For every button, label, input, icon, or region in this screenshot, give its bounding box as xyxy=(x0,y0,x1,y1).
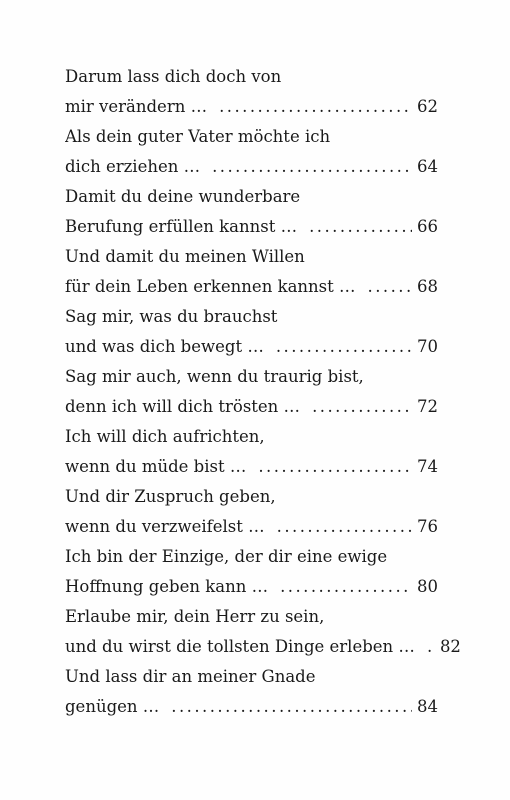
toc-page-number: 62 xyxy=(417,97,438,116)
toc-page-number: 84 xyxy=(417,697,438,716)
toc-entry xyxy=(65,422,438,482)
toc-entry-title-text: Berufung erfüllen kannst … xyxy=(65,217,298,236)
toc-entry xyxy=(65,122,438,182)
dot-leader xyxy=(200,152,412,182)
toc-entry-title-line1: Sag mir auch, wenn du traurig bist, xyxy=(65,367,364,386)
toc-entry xyxy=(65,362,438,422)
toc-page-number: 74 xyxy=(417,457,438,476)
toc-page-number: 80 xyxy=(417,577,438,596)
toc-entry xyxy=(65,302,438,362)
toc-entry-title-line2 xyxy=(65,512,438,542)
toc-entry-title-line1: Ich bin der Einzige, der dir eine ewige xyxy=(65,547,388,566)
dot-leader xyxy=(207,92,412,122)
toc-entry-title-line2 xyxy=(65,632,461,662)
toc-page-number: 64 xyxy=(417,157,438,176)
toc-entry-title-line1: Erlaube mir, dein Herr zu sein, xyxy=(65,607,325,626)
dot-leader xyxy=(300,392,412,422)
dot-leader xyxy=(415,632,435,662)
toc-entry-title-text: mir verändern … xyxy=(65,97,208,116)
toc-entry-title-line2 xyxy=(65,92,438,122)
dot-leader xyxy=(265,512,412,542)
toc-entry xyxy=(65,62,438,122)
toc-entry-title-line1: Ich will dich aufrichten, xyxy=(65,427,265,446)
toc-entry-title-line2 xyxy=(65,572,438,602)
toc-entry-title-line1: Und dir Zuspruch geben, xyxy=(65,487,276,506)
toc-entry-title-line2 xyxy=(65,452,438,482)
toc-entry-title-line2 xyxy=(65,332,438,362)
toc-entry-title-line2 xyxy=(65,692,438,722)
dot-leader xyxy=(297,212,412,242)
toc-page-number: 76 xyxy=(417,517,438,536)
dot-leader xyxy=(356,272,413,302)
toc-entry xyxy=(65,242,438,302)
toc-entry-title-text: wenn du müde bist … xyxy=(65,457,247,476)
toc-entry-title-line2 xyxy=(65,272,438,302)
toc-page-number: 68 xyxy=(417,277,438,296)
toc-entry xyxy=(65,662,438,722)
toc-entry-title-line1: Und lass dir an meiner Gnade xyxy=(65,667,316,686)
toc-entry-title-line2 xyxy=(65,212,438,242)
dot-leader xyxy=(264,332,412,362)
toc-entry-title-line2 xyxy=(65,152,438,182)
toc-entry-title-text: Hoffnung geben kann … xyxy=(65,577,269,596)
toc-page-number: 82 xyxy=(439,637,461,656)
toc-entry xyxy=(65,602,461,662)
toc-entry-title-line1: Und damit du meinen Willen xyxy=(65,247,305,266)
toc-entry-title-text: dich erziehen … xyxy=(65,157,201,176)
toc-entry-title-text: denn ich will dich trösten … xyxy=(65,397,301,416)
toc-entry-title-line2 xyxy=(65,392,438,422)
toc-entry-title-text: genügen … xyxy=(65,697,160,716)
toc-entry-title-text: wenn du verzweifelst … xyxy=(65,517,265,536)
toc-entry-title-line1: Als dein guter Vater möchte ich xyxy=(65,127,331,146)
dot-leader xyxy=(268,572,412,602)
table-of-contents xyxy=(65,62,461,722)
toc-entry xyxy=(65,182,438,242)
toc-entry-title-text: und was dich bewegt … xyxy=(65,337,264,356)
toc-entry-title-text: für dein Leben erkennen kannst … xyxy=(65,277,356,296)
toc-entry-title-line1: Damit du deine wunderbare xyxy=(65,187,301,206)
toc-entry-title-text: und du wirst die tollsten Dinge erleben … xyxy=(65,637,415,656)
toc-page-number: 66 xyxy=(417,217,438,236)
toc-page-number: 70 xyxy=(417,337,438,356)
toc-page-number: 72 xyxy=(417,397,438,416)
dot-leader xyxy=(159,692,412,722)
toc-entry-title-line1: Sag mir, was du brauchst xyxy=(65,307,278,326)
toc-entry-title-line1: Darum lass dich doch von xyxy=(65,67,282,86)
toc-entry xyxy=(65,542,438,602)
dot-leader xyxy=(246,452,412,482)
toc-entry xyxy=(65,482,438,542)
